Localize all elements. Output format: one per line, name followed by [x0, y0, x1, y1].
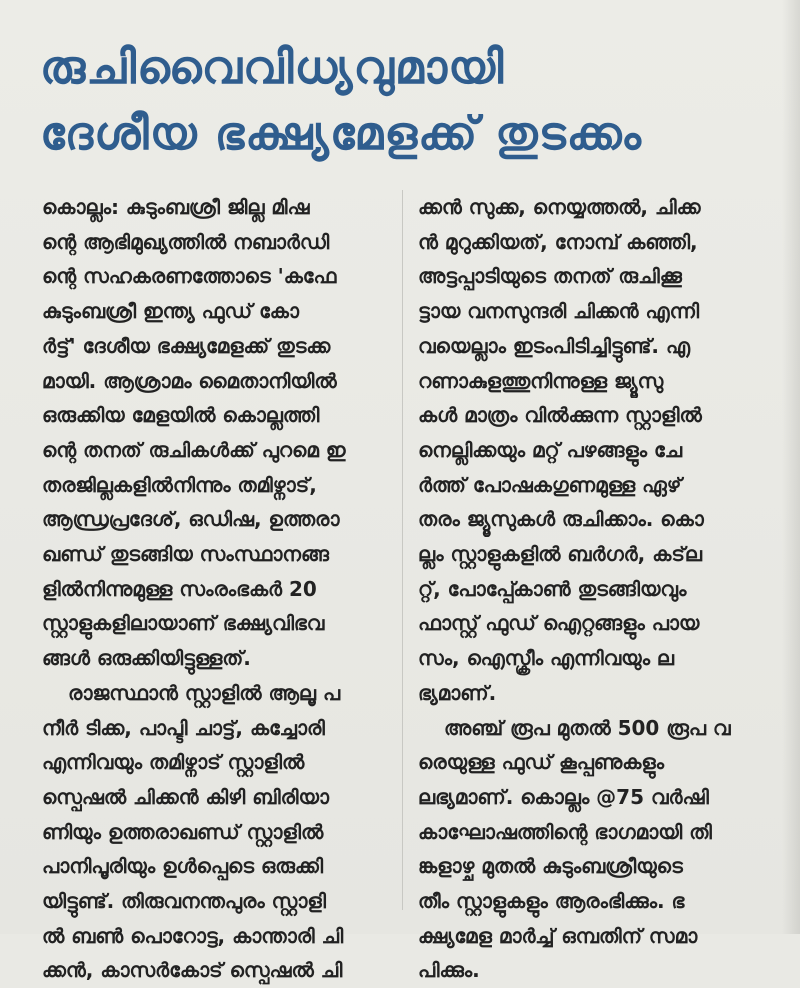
article-line: തരം ജ്യൂസുകൾ രുചിക്കാം. കൊ [418, 507, 704, 532]
article-line: രെയുള്ള ഫുഡ് കൂപ്പണുകളും [418, 750, 665, 775]
article-line: ണിയും ഉത്തരാഖണ്ഡ് സ്റ്റാളിൽ [42, 819, 324, 844]
article-line: ന്റെ തനത് രുചികൾക്ക് പുറമെ ഇ [42, 437, 346, 462]
article-line: പിക്കും. [418, 958, 480, 983]
article-line: കുടുംബശ്രീ ഇന്ത്യ ഫുഡ് കോ [42, 299, 300, 324]
article-line: നീർ ടിക്ക, പാപ്ടി ചാട്ട്, കച്ചോരി [42, 715, 325, 740]
article-line: നെല്ലിക്കയും മറ്റ് പഴങ്ങളും ചേ [418, 437, 683, 462]
article-line: ങ്ങൾ ഒരുക്കിയിട്ടുള്ളത്. [42, 646, 251, 671]
page-edge-shadow [782, 0, 800, 934]
article-line: സ്പെഷൽ ചിക്കൻ കിഴി ബിരിയാ [42, 784, 330, 809]
article-column-left [42, 190, 392, 988]
column-divider [402, 190, 403, 910]
article-line: കൊല്ലം: കുടുംബശ്രീ ജില്ല മിഷ [42, 195, 310, 219]
article-line: കാഘോഷത്തിന്റെ ഭാഗമായി തി [418, 819, 712, 844]
article-line: ളിൽനിന്നുമുള്ള സംരംഭകർ 20 [42, 576, 317, 601]
article-line: ല്ലം സ്റ്റാളുകളിൽ ബർഗർ, കട്‌ല [418, 542, 703, 567]
article-line: ർട്ട്' ദേശീയ ഭക്ഷ്യമേളക്ക് തുടക്ക [42, 333, 331, 358]
article-line: യിട്ടുണ്ട്. തിരുവനന്തപുരം സ്റ്റാളി [42, 889, 327, 914]
article-line: ലഭ്യമാണ്. കൊല്ലം @75 വർഷി [418, 784, 709, 809]
headline [40, 34, 780, 166]
article-line: ൻ മുറുക്കിയത്, നോമ്പ് കഞ്ഞി, [418, 229, 698, 254]
article-line: റണാകുളത്തുനിന്നുള്ള ജ്യൂസു [418, 368, 664, 393]
article-line: അഞ്ച് രൂപ മുതൽ 500 രൂപ വ [444, 715, 731, 740]
article-line: തീം സ്റ്റാളുകളും ആരംഭിക്കും. ഭ [418, 889, 685, 914]
article-line: മായി. ആശ്രാമം മൈതാനിയിൽ [42, 368, 337, 393]
headline-line-1: രുചിവൈവിധ്യവുമായി [40, 40, 505, 94]
article-line: ക്കൻ, കാസർകോട് സ്പെഷൽ ചി [42, 958, 343, 983]
article-line: ഖണ്ഡ് തുടങ്ങിയ സംസ്ഥാനങ്ങ [42, 542, 329, 567]
article-line: എന്നിവയും തമിഴ്നാട് സ്റ്റാളിൽ [42, 750, 305, 775]
article-line: സം, ഐസ്ക്രീം എന്നിവയും ല [418, 646, 675, 671]
article-line: ൽ ബൺ പൊറോട്ട, കാന്താരി ചി [42, 923, 344, 948]
article-column-right [418, 190, 768, 988]
article-line: ന്റെ സഹകരണത്തോടെ 'കഫേ [42, 264, 337, 289]
headline-line-2: ദേശീയ ഭക്ഷ്യമേളക്ക് തുടക്കം [40, 106, 642, 160]
article-line: തരജില്ലകളിൽനിന്നും തമിഴ്നാട്, [42, 472, 317, 497]
article-line: അട്ടപ്പാടിയുടെ തനത് രുചിക്കൂ [418, 264, 682, 289]
article-line: ങ്കളാഴ്ച മുതൽ കുടുംബശ്രീയുടെ [418, 854, 683, 879]
article-line: ട്ടായ വനസുന്ദരി ചിക്കൻ എന്നി [418, 299, 700, 324]
article-line: റ്റ്, പോപ്പ്കോൺ തുടങ്ങിയവും [418, 576, 687, 601]
article-line: ക്ഷ്യമേള മാർച്ച് ഒമ്പതിന് സമാ [418, 923, 698, 948]
article-line: രാജസ്ഥാൻ സ്റ്റാളിൽ ആലൂ പ [68, 680, 341, 705]
article-line: കൾ മാത്രം വിൽക്കുന്ന സ്റ്റാളിൽ [418, 403, 702, 428]
article-line: ഒരുക്കിയ മേളയിൽ കൊല്ലത്തി [42, 403, 320, 428]
article-line: പാനിപൂരിയും ഉൾപ്പെടെ ഒരുക്കി [42, 854, 324, 879]
article-line: സ്റ്റാളുകളിലായാണ് ഭക്ഷ്യവിഭവ [42, 611, 325, 636]
article-line: ക്കൻ സുക്ക, നെയ്യത്തൽ, ചിക്ക [418, 195, 701, 219]
article-line: ർത്ത് പോഷകഗുണമുള്ള ഏഴ് [418, 472, 682, 497]
article-line: വയെല്ലാം ഇടംപിടിച്ചിട്ടുണ്ട്. എ [418, 333, 691, 358]
article-line: ഫാസ്റ്റ് ഫുഡ് ഐറ്റങ്ങളും പായ [418, 611, 700, 636]
article-line: ഭ്യമാണ്. [418, 680, 497, 705]
article-line: ആന്ധ്രപ്രദേശ്, ഒഡിഷ, ഉത്തരാ [42, 507, 340, 532]
previous-article-bleed [60, 0, 760, 22]
article-line: ന്റെ ആഭിമുഖ്യത്തിൽ നബാർഡി [42, 229, 330, 254]
